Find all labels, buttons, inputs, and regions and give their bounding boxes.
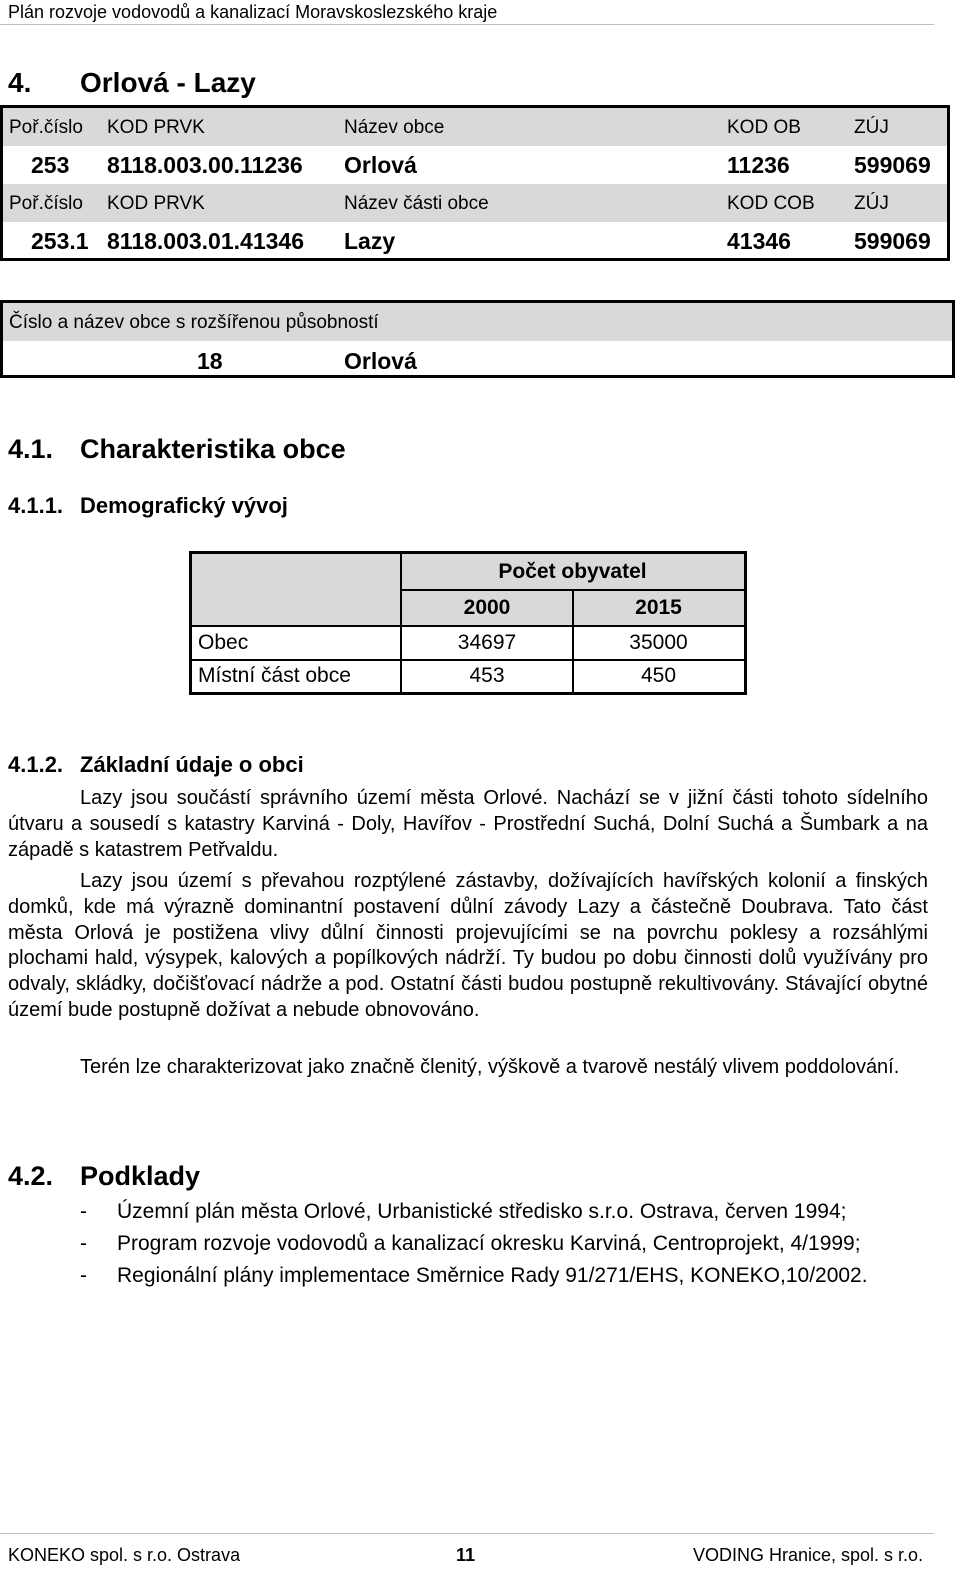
value-cell: 11236 bbox=[727, 152, 790, 178]
section-heading bbox=[8, 67, 608, 101]
code-table-value-row-1 bbox=[3, 146, 947, 184]
paragraph-text: Lazy jsou území s převahou rozptýlené zástavby, dožívajících havířských kolonií a finských domků, kde má výrazně dominantní postavení důlní závody Lazy a částečně Doubrava. Tato část města Orlová je postižena vlivy důlní činnosti projevujícími se na povrchu poklesy a rozsáhlými plochami hald, výsypek, kalových a popílkových nádrží. Ty budou po dobu činnosti dolů využívány pro odvaly, skládky, dočišťovací nádrže a pod. Ostatní části budou postupně rekultivovány. Stávající obytné území bude postupně dožívat a nebude obnovováno. bbox=[8, 870, 928, 1021]
population-value: 450 bbox=[640, 664, 677, 687]
population-value: 34697 bbox=[457, 631, 517, 654]
orp-label-row bbox=[3, 303, 952, 341]
label-cell: Poř.číslo bbox=[9, 193, 83, 214]
value-cell: 599069 bbox=[854, 152, 931, 178]
list-item bbox=[80, 1264, 940, 1290]
code-table bbox=[0, 105, 950, 261]
label-cell: KOD OB bbox=[727, 117, 801, 138]
row-label: Místní část obce bbox=[198, 664, 351, 687]
subsection-number: 4.1. bbox=[8, 434, 54, 464]
code-table-label-row-2 bbox=[3, 184, 947, 222]
label-cell: KOD COB bbox=[727, 193, 815, 214]
orp-name: Orlová bbox=[344, 348, 417, 374]
value-cell: Orlová bbox=[344, 152, 417, 178]
row-label: Obec bbox=[198, 631, 249, 654]
code-table-label-row-1 bbox=[3, 108, 947, 146]
footer-left: KONEKO spol. s r.o. Ostrava bbox=[8, 1545, 241, 1565]
orp-label: Číslo a název obce s rozšířenou působností bbox=[9, 312, 379, 333]
subsection-title: Charakteristika obce bbox=[80, 434, 346, 464]
subsubsection-heading-basic-data bbox=[8, 752, 608, 780]
value-cell: 41346 bbox=[727, 228, 791, 254]
table-divider bbox=[572, 590, 574, 692]
table-divider bbox=[401, 589, 744, 591]
code-table-value-row-2 bbox=[3, 222, 947, 260]
year-header: 2000 bbox=[401, 590, 573, 626]
bullet-dash: - bbox=[80, 1200, 87, 1223]
document-header: Plán rozvoje vodovodů a kanalizací Moravskoslezského kraje bbox=[8, 2, 498, 22]
list-item-text: Program rozvoje vodovodů a kanalizací okresku Karviná, Centroprojekt, 4/1999; bbox=[117, 1232, 861, 1255]
bullet-dash: - bbox=[80, 1264, 87, 1287]
subsection-heading-characteristics bbox=[8, 434, 608, 468]
blank-corner-cell bbox=[192, 554, 401, 626]
orp-number: 18 bbox=[197, 348, 223, 374]
value-cell: 253 bbox=[31, 152, 70, 178]
label-cell: Název obce bbox=[344, 117, 445, 138]
footer-divider bbox=[0, 1533, 934, 1534]
subsection-number: 4.2. bbox=[8, 1161, 54, 1191]
table-divider bbox=[400, 554, 402, 692]
subsubsection-number: 4.1.2. bbox=[8, 752, 64, 777]
subsubsection-title: Základní údaje o obci bbox=[80, 752, 304, 777]
subsection-heading-sources bbox=[8, 1161, 608, 1195]
subsubsection-heading-demography bbox=[8, 493, 608, 521]
page-number: 11 bbox=[456, 1545, 476, 1565]
list-item bbox=[80, 1232, 940, 1258]
year-header: 2015 bbox=[573, 590, 744, 626]
table-divider bbox=[192, 659, 744, 661]
footer-right: VODING Hranice, spol. s r.o. bbox=[693, 1545, 924, 1565]
label-cell: KOD PRVK bbox=[107, 193, 205, 214]
paragraph-text: Lazy jsou součástí správního území města Orlové. Nachází se v jižní části tohoto sídelního útvaru a sousedí s katastry Karviná - Doly, Havířov - Prostřední Suchá, Dolní Suchá a Šumbark a na západě s katastrem Petřvaldu. bbox=[8, 787, 928, 861]
paragraph-text: Terén lze charakterizovat jako značně členitý, výškově a tvarově nestálý vlivem poddolování. bbox=[80, 1056, 900, 1078]
value-cell: 8118.003.01.41346 bbox=[107, 228, 304, 254]
population-value: 35000 bbox=[629, 631, 688, 654]
population-value: 453 bbox=[469, 664, 505, 687]
population-table bbox=[189, 551, 747, 695]
value-cell: 253.1 bbox=[31, 228, 89, 254]
subsubsection-title: Demografický vývoj bbox=[80, 493, 288, 518]
label-cell: KOD PRVK bbox=[107, 117, 205, 138]
label-cell: Název části obce bbox=[344, 193, 489, 214]
value-cell: 8118.003.00.11236 bbox=[107, 152, 303, 178]
table-divider bbox=[192, 625, 744, 627]
section-number: 4. bbox=[8, 67, 32, 98]
orp-box bbox=[0, 300, 955, 378]
paragraph-1 bbox=[8, 786, 928, 863]
list-item bbox=[80, 1200, 940, 1226]
subsection-title: Podklady bbox=[80, 1161, 201, 1191]
paragraph-3 bbox=[8, 1055, 928, 1081]
label-cell: Poř.číslo bbox=[9, 117, 83, 138]
label-cell: ZÚJ bbox=[854, 117, 889, 138]
list-item-text: Regionální plány implementace Směrnice Rady 91/271/EHS, KONEKO,10/2002. bbox=[117, 1264, 868, 1287]
list-item-text: Územní plán města Orlové, Urbanistické středisko s.r.o. Ostrava, červen 1994; bbox=[117, 1200, 847, 1223]
header-divider bbox=[0, 24, 934, 25]
label-cell: ZÚJ bbox=[854, 193, 889, 214]
population-header: Počet obyvatel bbox=[401, 554, 744, 590]
paragraph-2 bbox=[8, 869, 928, 1024]
bullet-dash: - bbox=[80, 1232, 87, 1255]
subsubsection-number: 4.1.1. bbox=[8, 493, 64, 518]
value-cell: Lazy bbox=[344, 228, 396, 254]
section-title: Orlová - Lazy bbox=[80, 67, 256, 98]
value-cell: 599069 bbox=[854, 228, 931, 254]
